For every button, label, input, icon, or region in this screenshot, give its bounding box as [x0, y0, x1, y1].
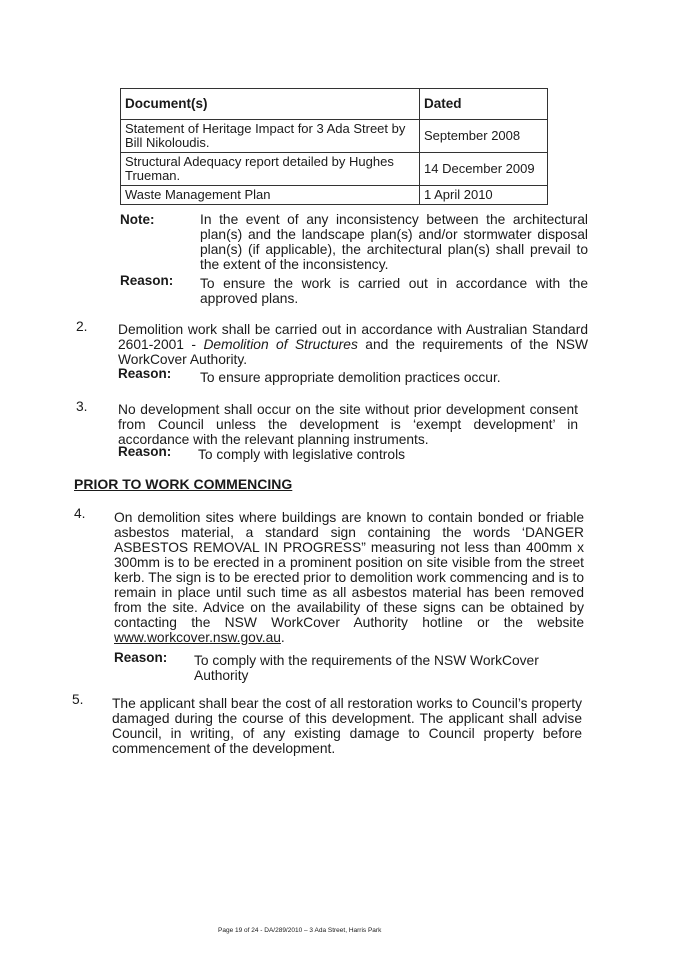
section-heading: PRIOR TO WORK COMMENCING [74, 476, 293, 492]
page-footer: Page 19 of 24 - DA/289/2010 – 3 Ada Street, Harris Park [218, 927, 382, 934]
column-header-dated: Dated [420, 89, 548, 120]
item-3-reason-label: Reason: [118, 444, 172, 459]
column-header-documents: Document(s) [121, 89, 420, 120]
item-4-body: On demolition sites where buildings are known to contain bonded or friable asbestos material, a standard sign containing the words ‘DANGER ASBESTOS REMOVAL IN PROGRESS” measuring not less than 400mm x 300mm is to be erected in a prominent position on site visible from the street kerb. The sign is to be erected prior to demolition work commencing and is to remain in place until such time as all asbestos material has been removed from the site. Advice on the availability of these signs can be obtained by contacting the NSW WorkCover Authority hotline or the website [114, 510, 584, 630]
item-2-text-end: and the requirements of the NSW WorkCover Authority. [118, 337, 589, 367]
item-2-reason-text: To ensure appropriate demolition practices occur. [200, 370, 501, 385]
note-text: In the event of any inconsistency between the architectural plan(s) and the landscape plan(s) and/or stormwater disposal plan(s) (if applicable), the architectural plan(s) shall prevail to the extent of the inconsistency. [200, 212, 588, 272]
table-cell-document: Statement of Heritage Impact for 3 Ada Street by Bill Nikoloudis. [121, 120, 420, 153]
item-4-reason-label: Reason: [114, 650, 168, 665]
note-label: Note: [120, 212, 155, 227]
note-reason-label: Reason: [120, 273, 174, 288]
item-3-reason-text: To comply with legislative controls [198, 447, 406, 462]
item-5-number: 5. [72, 692, 84, 707]
item-3-text: No development shall occur on the site without prior development consent from Council unless the development is ‘exempt development’ in accordance with the relevant planning instruments. [118, 402, 578, 447]
table-row [121, 186, 548, 205]
item-2-reason-label: Reason: [118, 366, 172, 381]
note-reason-text: To ensure the work is carried out in accordance with the approved plans. [200, 276, 588, 306]
item-4-link-suffix: . [280, 630, 285, 645]
item-4-number: 4. [74, 506, 86, 521]
table-row [121, 153, 548, 186]
documents-table [120, 88, 548, 205]
table-cell-dated: 1 April 2010 [420, 186, 548, 205]
table-cell-dated: September 2008 [420, 120, 548, 153]
item-5-text: The applicant shall bear the cost of all restoration works to Council’s property damaged during the course of this development. The applicant shall advise Council, in writing, of any existing damage to Council property before commencement of the development. [112, 696, 582, 756]
item-2-text-start: Demolition work shall be carried out in accordance with Australian Standard 2601-2001 - [118, 322, 588, 352]
item-4-text [114, 510, 584, 645]
item-2-number: 2. [76, 319, 88, 334]
table-cell-document: Structural Adequacy report detailed by Hughes Trueman. [121, 153, 420, 186]
item-2-standard-title: Demolition of Structures [203, 337, 358, 352]
item-2-text [118, 322, 588, 367]
table-row [121, 120, 548, 153]
table-header-row [121, 89, 548, 120]
table-cell-document: Waste Management Plan [121, 186, 420, 205]
workcover-website-link[interactable]: www.workcover.nsw.gov.au [114, 630, 281, 645]
item-4-reason-text: To comply with the requirements of the NSW WorkCover Authority [194, 653, 539, 683]
item-3-number: 3. [76, 399, 88, 414]
table-cell-dated: 14 December 2009 [420, 153, 548, 186]
